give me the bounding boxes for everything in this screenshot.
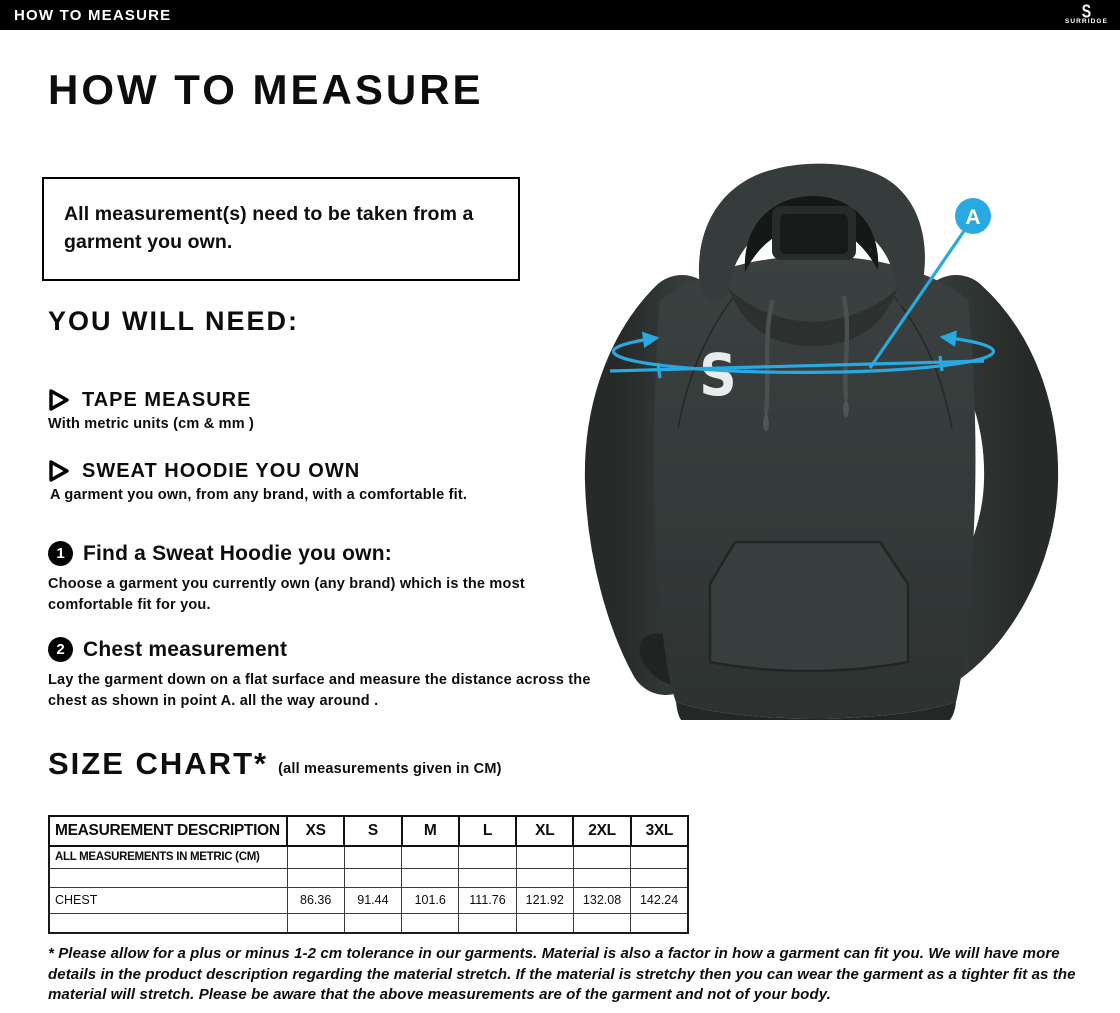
table-cell xyxy=(516,868,573,887)
step-number-badge: 1 xyxy=(48,541,73,566)
need-item-label: SWEAT HOODIE YOU OWN xyxy=(82,459,361,482)
table-cell xyxy=(402,846,459,868)
size-chart-subtitle: (all measurements given in CM) xyxy=(278,761,502,777)
play-triangle-icon xyxy=(48,388,70,412)
table-cell: 111.76 xyxy=(459,887,516,913)
table-cell: 132.08 xyxy=(573,887,630,913)
table-cell xyxy=(573,846,630,868)
step-number-badge: 2 xyxy=(48,637,73,662)
step-title: Chest measurement xyxy=(83,637,288,661)
need-item-desc: With metric units (cm & mm ) xyxy=(48,416,255,432)
table-cell xyxy=(287,846,344,868)
table-cell xyxy=(631,913,688,933)
measurement-tick-right xyxy=(940,356,942,371)
step-title: Find a Sweat Hoodie you own: xyxy=(83,541,392,565)
table-row xyxy=(49,868,688,887)
table-header-cell: XS xyxy=(287,816,344,846)
logo-wordmark: SURRIDGE xyxy=(1064,18,1108,26)
note-box xyxy=(42,177,520,281)
surridge-logo xyxy=(1064,0,1120,26)
table-cell: 86.36 xyxy=(287,887,344,913)
table-cell xyxy=(459,868,516,887)
table-cell xyxy=(631,868,688,887)
table-cell xyxy=(573,913,630,933)
size-table xyxy=(48,815,689,934)
table-header-cell: L xyxy=(459,816,516,846)
step-desc: Lay the garment down on a flat surface and measure the distance across the chest as shown in point A. all the way around . xyxy=(48,672,591,710)
step-desc: Choose a garment you currently own (any brand) which is the most comfortable fit for you. xyxy=(48,576,525,614)
need-item-label: TAPE MEASURE xyxy=(82,388,252,411)
table-header-cell: M xyxy=(402,816,459,846)
table-cell xyxy=(459,846,516,868)
need-item-desc: A garment you own, from any brand, with a comfortable fit. xyxy=(50,487,468,503)
table-cell: 91.44 xyxy=(344,887,401,913)
size-chart-heading-row xyxy=(48,748,502,779)
table-cell xyxy=(573,868,630,887)
table-cell xyxy=(516,913,573,933)
size-table-body xyxy=(49,846,688,933)
need-item-sweat-hoodie xyxy=(48,459,467,503)
table-cell xyxy=(344,913,401,933)
step-chest-measurement xyxy=(48,637,608,712)
hoodie-pocket xyxy=(710,542,908,671)
table-header-cell: S xyxy=(344,816,401,846)
table-row xyxy=(49,846,688,868)
drawstring-right xyxy=(844,298,847,398)
logo-s-mark: S xyxy=(1081,0,1092,22)
table-cell xyxy=(287,913,344,933)
page-title: HOW TO MEASURE xyxy=(48,66,484,113)
table-row-label xyxy=(49,868,287,887)
need-item-tape-measure xyxy=(48,388,254,432)
table-header-cell: MEASUREMENT DESCRIPTION xyxy=(49,816,287,846)
table-cell xyxy=(287,868,344,887)
marker-a-label: A xyxy=(965,206,981,229)
table-cell: 101.6 xyxy=(402,887,459,913)
step-find-hoodie xyxy=(48,541,573,616)
table-cell xyxy=(344,868,401,887)
play-triangle-icon xyxy=(48,459,70,483)
table-cell xyxy=(402,868,459,887)
table-header-cell: 3XL xyxy=(631,816,688,846)
hood-inner-shadow xyxy=(780,214,848,254)
table-row-label xyxy=(49,913,287,933)
topbar xyxy=(0,0,1120,30)
hoodie-illustration xyxy=(560,160,1120,720)
table-cell xyxy=(516,846,573,868)
measurement-tick-left xyxy=(658,363,660,378)
disclaimer-text: * Please allow for a plus or minus 1-2 cm tolerance in our garments. Material is also a factor in how a garment can fit you. We will have more details in the product description regarding the material stretch. If the material is stretchy then you can wear the garment as a tighter fit as the material will stretch. Please be aware that the above measurements are of the garment and not of your body. xyxy=(48,945,1076,1003)
table-row xyxy=(49,887,688,913)
table-cell xyxy=(631,846,688,868)
table-cell xyxy=(459,913,516,933)
topbar-title: HOW TO MEASURE xyxy=(14,6,172,24)
size-chart-heading: SIZE CHART* xyxy=(48,746,269,781)
table-header-cell: 2XL xyxy=(573,816,630,846)
table-cell: 121.92 xyxy=(516,887,573,913)
table-row xyxy=(49,913,688,933)
size-table-head xyxy=(49,816,688,846)
table-header-cell: XL xyxy=(516,816,573,846)
you-will-need-heading: YOU WILL NEED: xyxy=(48,306,300,336)
chest-logo-s: S xyxy=(699,342,737,410)
table-cell xyxy=(344,846,401,868)
table-cell xyxy=(402,913,459,933)
table-row-label: CHEST xyxy=(49,887,287,913)
table-row-label: ALL MEASUREMENTS IN METRIC (CM) xyxy=(49,846,287,868)
table-cell: 142.24 xyxy=(631,887,688,913)
note-text: All measurement(s) need to be taken from a garment you own. xyxy=(64,203,474,253)
